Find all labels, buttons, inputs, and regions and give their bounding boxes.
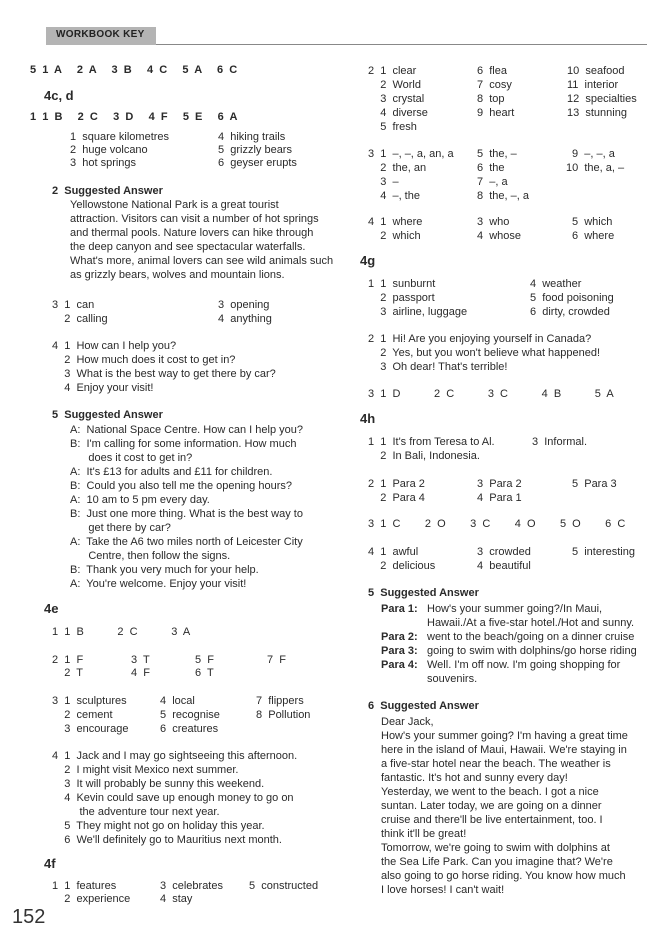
4f-ex1-line3: 3 celebrates (160, 880, 223, 892)
4e-ex3-line8: 8 Pollution (256, 709, 311, 721)
4f-ex1-line2: 2 experience (52, 893, 131, 905)
para2-line1: went to the beach/going on a dinner cruise (427, 631, 635, 643)
4cd-ex1-line1: 1 square kilometres (70, 131, 170, 143)
letter-line-5: fantastic. It's hot and sunny every day! (381, 772, 568, 784)
4h-ex2-line1: 2 1 Para 2 (368, 478, 425, 490)
4e-ex2-line1: 2 1 F (52, 654, 84, 666)
4cd-ex1-line3: 3 hot springs (70, 157, 137, 169)
4e-ex3-line1: 3 1 sculptures (52, 695, 127, 707)
header-rule (156, 44, 647, 45)
r-ex2-line3: 3 crystal (368, 93, 425, 105)
section-heading-4f: 4f (44, 856, 56, 871)
4h-ex1-line2: 2 In Bali, Indonesia. (368, 450, 480, 462)
4e-ex4-line3: 3 It will probably be sunny this weekend. (52, 778, 265, 790)
left-ex5-answers: 5 1 A 2 A 3 B 4 C 5 A 6 C (30, 64, 238, 76)
dialogue-line-7: B: Just one more thing. What is the best way to (70, 508, 303, 520)
dialogue-line-9: A: Take the A6 two miles north of Leicester City (70, 536, 303, 548)
letter-line-6: Yesterday, we went to the beach. I got a nice (381, 786, 599, 798)
dialogue-line-12: A: You're welcome. Enjoy your visit! (70, 578, 247, 590)
4e-ex4-line2: 2 I might visit Mexico next summer. (52, 764, 239, 776)
letter-line-10: Tomorrow, we're going to swim with dolphins at (381, 842, 610, 854)
4g-ex1-line5: 5 food poisoning (530, 292, 614, 304)
r-ex3-line9: 9 –, –, a (572, 148, 615, 160)
dialogue-line-1: A: National Space Centre. How can I help you? (70, 424, 303, 436)
r-ex2-line5: 5 fresh (368, 121, 417, 133)
4g-ex1-line1: 1 1 sunburnt (368, 278, 436, 290)
4cd-ex2-label: 2 Suggested Answer (52, 185, 163, 197)
4e-ex4-line7: 6 We'll definitely go to Mauritius next month. (52, 834, 282, 846)
r-ex2-line12: 12 specialties (567, 93, 637, 105)
dialogue-line-3: does it cost to get in? (70, 452, 193, 464)
4e-ex3-line4: 4 local (160, 695, 195, 707)
4g-ex2-line1: 2 1 Hi! Are you enjoying yourself in Canada? (368, 333, 592, 345)
r-ex2-line11: 11 interior (567, 79, 619, 91)
4h-ex4-line3: 3 crowded (477, 546, 531, 558)
page-number: 152 (12, 906, 46, 928)
r-ex3-line8: 8 the, –, a (477, 190, 529, 202)
r-ex3-line6: 6 the (477, 162, 505, 174)
4e-ex2-line5: 5 F (195, 654, 214, 666)
r-ex3-line7: 7 –, a (477, 176, 508, 188)
4e-ex2-line4: 4 F (131, 667, 150, 679)
4cd-ex3-line4: 4 anything (218, 313, 272, 325)
4h-ex4-line2: 2 delicious (368, 560, 436, 572)
4cd-ex2-text-5: What's more, animal lovers can see wild animals such (70, 255, 334, 267)
para1-line2: Hawaii./At a five-star hotel./Hot and sunny. (427, 617, 635, 629)
r-ex4-line4: 4 whose (477, 230, 522, 242)
4g-ex1-line6: 6 dirty, crowded (530, 306, 610, 318)
4h-ex1-line3: 3 Informal. (532, 436, 588, 448)
letter-line-8: cruise and there'll be live entertainment, too. I (381, 814, 603, 826)
letter-line-3: here in the island of Maui, Hawaii. We're staying in (381, 744, 627, 756)
4cd-ex2-text-4: the deep canyon and see spectacular waterfalls. (70, 241, 306, 253)
4e-ex3-line3: 3 encourage (52, 723, 129, 735)
r-ex3-line4: 4 –, the (368, 190, 420, 202)
4cd-ex4-line4: 4 Enjoy your visit! (52, 382, 154, 394)
4e-ex2-line6: 6 T (195, 667, 214, 679)
4e-ex4-line6: 5 They might not go on holiday this year. (52, 820, 265, 832)
para1-label: Para 1: (381, 603, 418, 615)
r-ex4-line5: 5 which (572, 216, 613, 228)
4h-ex6-label: 6 Suggested Answer (368, 700, 479, 712)
4e-ex2-line7: 7 F (267, 654, 286, 666)
4h-ex4-line4: 4 beautiful (477, 560, 531, 572)
4cd-ex1-line6: 6 geyser erupts (218, 157, 297, 169)
4f-ex1-line5: 5 constructed (249, 880, 319, 892)
4h-ex2-line2: 2 Para 4 (368, 492, 425, 504)
letter-line-13: I love horses! I can't wait! (381, 884, 505, 896)
4cd-ex1-line4: 4 hiking trails (218, 131, 286, 143)
r-ex2-line4: 4 diverse (368, 107, 428, 119)
dialogue-line-5: B: Could you also tell me the opening hours? (70, 480, 292, 492)
para3-label: Para 3: (381, 645, 418, 657)
letter-line-11: the Sea Life Park. Can you imagine that? We're (381, 856, 613, 868)
r-ex4-line2: 2 which (368, 230, 421, 242)
4f-ex1-line4: 4 stay (160, 893, 193, 905)
4cd-ex1-line5: 5 grizzly bears (218, 144, 292, 156)
workbook-key-header (46, 27, 156, 45)
4e-ex3-line2: 2 cement (52, 709, 113, 721)
4cd-ex1-answers: 1 1 B 2 C 3 D 4 F 5 E 6 A (30, 111, 238, 123)
4cd-ex3-line2: 2 calling (52, 313, 108, 325)
4h-ex4-line5: 5 interesting (572, 546, 635, 558)
4h-ex3-answers: 3 1 C 2 O 3 C 4 O 5 O 6 C (368, 518, 626, 530)
r-ex2-line6: 6 flea (477, 65, 507, 77)
para2-label: Para 2: (381, 631, 418, 643)
4cd-ex2-text-1: Yellowstone National Park is a great tourist (70, 199, 279, 211)
r-ex2-line8: 8 top (477, 93, 505, 105)
letter-line-12: also going to go horse riding. You know how much (381, 870, 626, 882)
4h-ex5-label: 5 Suggested Answer (368, 587, 479, 599)
r-ex2-line7: 7 cosy (477, 79, 512, 91)
4e-ex2-line3: 3 T (131, 654, 150, 666)
r-ex2-line13: 13 stunning (567, 107, 627, 119)
4cd-ex4-line3: 3 What is the best way to get there by car? (52, 368, 276, 380)
4e-ex4-line5: the adventure tour next year. (52, 806, 220, 818)
section-heading-4h: 4h (360, 411, 376, 426)
4cd-ex5-label: 5 Suggested Answer (52, 409, 163, 421)
para4-line1: Well. I'm off now. I'm going shopping for (427, 659, 621, 671)
4cd-ex2-text-3: and thermal pools. Nature lovers can hike through (70, 227, 314, 239)
4g-ex1-line3: 3 airline, luggage (368, 306, 468, 318)
4g-ex1-line4: 4 weather (530, 278, 582, 290)
4h-ex2-line4: 4 Para 1 (477, 492, 522, 504)
section-heading-4g: 4g (360, 253, 376, 268)
4g-ex2-line2: 2 Yes, but you won't believe what happened! (368, 347, 601, 359)
dialogue-line-10: Centre, then follow the signs. (70, 550, 231, 562)
4cd-ex3-line1: 3 1 can (52, 299, 95, 311)
r-ex3-line2: 2 the, an (368, 162, 427, 174)
4cd-ex1-line2: 2 huge volcano (70, 144, 148, 156)
4g-ex1-line2: 2 passport (368, 292, 435, 304)
r-ex4-line6: 6 where (572, 230, 615, 242)
section-heading-4e: 4e (44, 601, 59, 616)
4e-ex4-line4: 4 Kevin could save up enough money to go on (52, 792, 294, 804)
4e-ex3-line5: 5 recognise (160, 709, 220, 721)
para4-label: Para 4: (381, 659, 418, 671)
4e-ex1-answers: 1 1 B 2 C 3 A (52, 626, 191, 638)
letter-line-2: How's your summer going? I'm having a great time (381, 730, 628, 742)
section-heading-4cd: 4c, d (44, 88, 74, 103)
4e-ex3-line6: 6 creatures (160, 723, 219, 735)
dialogue-line-4: A: It's £13 for adults and £11 for children. (70, 466, 273, 478)
dialogue-line-6: A: 10 am to 5 pm every day. (70, 494, 210, 506)
r-ex3-line5: 5 the, – (477, 148, 517, 160)
r-ex3-line1: 3 1 –, –, a, an, a (368, 148, 454, 160)
4e-ex4-line1: 4 1 Jack and I may go sightseeing this afternoon. (52, 750, 298, 762)
4g-ex2-line3: 3 Oh dear! That's terrible! (368, 361, 508, 373)
r-ex4-line1: 4 1 where (368, 216, 423, 228)
4g-ex3-answers: 3 1 D 2 C 3 C 4 B 5 A (368, 388, 614, 400)
dialogue-line-2: B: I'm calling for some information. How much (70, 438, 297, 450)
letter-line-4: a five-star hotel near the beach. The weather is (381, 758, 611, 770)
letter-line-9: think it'll be great! (381, 828, 467, 840)
para3-line1: going to swim with dolphins/go horse riding (427, 645, 637, 657)
dialogue-line-8: get there by car? (70, 522, 171, 534)
4e-ex2-line2: 2 T (52, 667, 83, 679)
r-ex2-line2: 2 World (368, 79, 421, 91)
r-ex4-line3: 3 who (477, 216, 510, 228)
para4-line2: souvenirs. (427, 673, 478, 685)
4h-ex2-line5: 5 Para 3 (572, 478, 617, 490)
4cd-ex4-line1: 4 1 How can I help you? (52, 340, 177, 352)
r-ex3-line3: 3 – (368, 176, 399, 188)
4cd-ex2-text-6: as grizzly bears, wolves and mountain lions. (70, 269, 285, 281)
r-ex2-line10: 10 seafood (567, 65, 625, 77)
para1-line1: How's your summer going?/In Maui, (427, 603, 603, 615)
4cd-ex2-text-2: attraction. Visitors can visit a number of hot springs (70, 213, 319, 225)
4h-ex4-line1: 4 1 awful (368, 546, 419, 558)
letter-line-1: Dear Jack, (381, 716, 434, 728)
4e-ex3-line7: 7 flippers (256, 695, 304, 707)
dialogue-line-11: B: Thank you very much for your help. (70, 564, 259, 576)
4cd-ex4-line2: 2 How much does it cost to get in? (52, 354, 236, 366)
header-title: WORKBOOK KEY (56, 29, 145, 40)
4h-ex1-line1: 1 1 It's from Teresa to Al. (368, 436, 495, 448)
letter-line-7: suntan. Later today, we are going on a dinner (381, 800, 602, 812)
r-ex2-line9: 9 heart (477, 107, 515, 119)
4cd-ex3-line3: 3 opening (218, 299, 270, 311)
r-ex2-line1: 2 1 clear (368, 65, 417, 77)
r-ex3-line10: 10 the, a, – (566, 162, 625, 174)
4f-ex1-line1: 1 1 features (52, 880, 117, 892)
4h-ex2-line3: 3 Para 2 (477, 478, 522, 490)
